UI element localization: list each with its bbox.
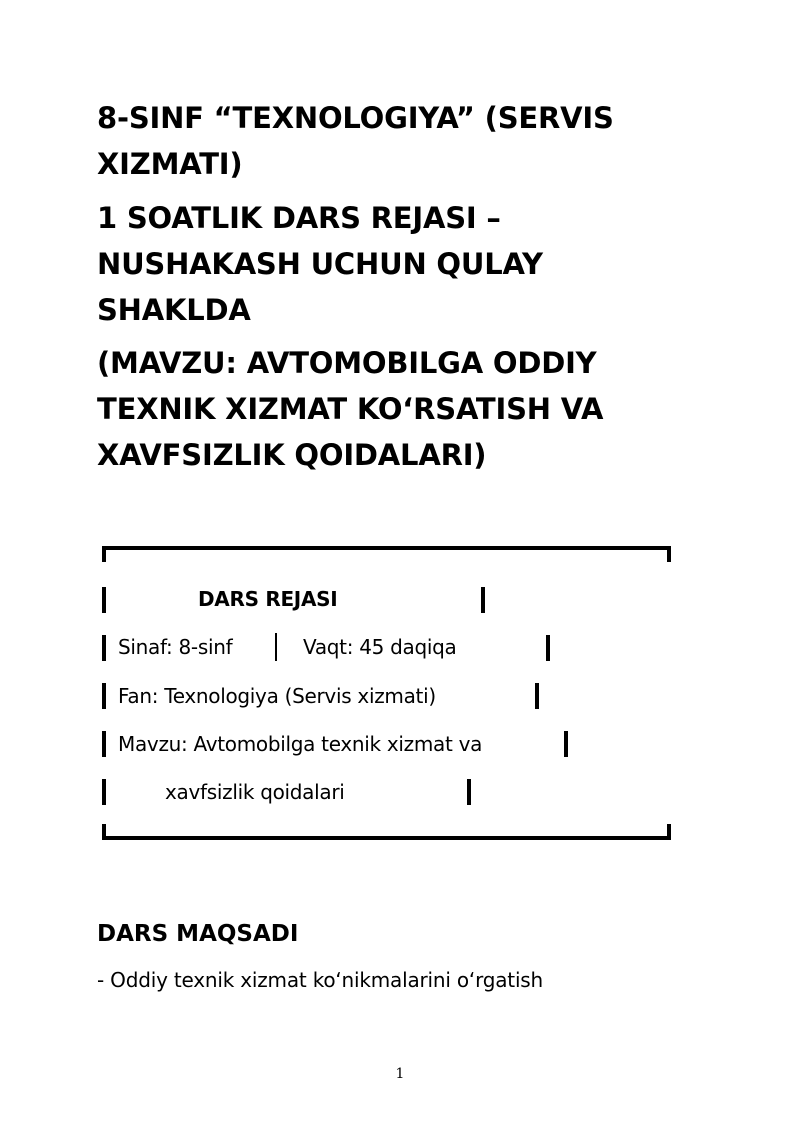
- page-number: 1: [395, 1066, 405, 1082]
- box-top-border: [102, 546, 671, 550]
- section-heading-objective: DARS MAQSADI: [97, 921, 299, 947]
- document-subtitle: 1 SOATLIK DARS REJASI – NUSHAKASH UCHUN QULAY SHAKLDA: [97, 201, 543, 327]
- box-heading: DARS REJASI: [198, 587, 338, 611]
- box-left-bar: [102, 635, 106, 661]
- box-right-bar: [564, 731, 568, 757]
- topic-field-continued: xavfsizlik qoidalari: [165, 780, 345, 804]
- box-left-bar: [102, 683, 106, 709]
- document-topic-title: (MAVZU: AVTOMOBILGA ODDIY TEXNIK XIZMAT KO‘RSATISH VA XAVFSIZLIK QOIDALARI): [97, 346, 604, 472]
- objective-item: - Oddiy texnik xizmat ko‘nikmalarini o‘rgatish: [97, 968, 543, 992]
- grade-field: Sinaf: 8-sinf: [118, 635, 233, 659]
- box-left-bar: [102, 731, 106, 757]
- box-bottom-border: [102, 836, 671, 840]
- box-left-bar: [102, 587, 106, 613]
- column-divider: [275, 633, 277, 661]
- box-top-right-corner: [667, 546, 671, 562]
- box-right-bar: [546, 635, 550, 661]
- subject-field: Fan: Texnologiya (Servis xizmati): [118, 684, 436, 708]
- box-left-bar: [102, 779, 106, 805]
- time-field: Vaqt: 45 daqiqa: [303, 635, 457, 659]
- box-right-bar: [535, 683, 539, 709]
- box-top-left-corner: [102, 546, 106, 562]
- box-right-bar: [481, 587, 485, 613]
- document-title: 8-SINF “TEXNOLOGIYA” (SERVIS XIZMATI): [97, 101, 614, 181]
- topic-field: Mavzu: Avtomobilga texnik xizmat va: [118, 732, 483, 756]
- box-right-bar: [467, 779, 471, 805]
